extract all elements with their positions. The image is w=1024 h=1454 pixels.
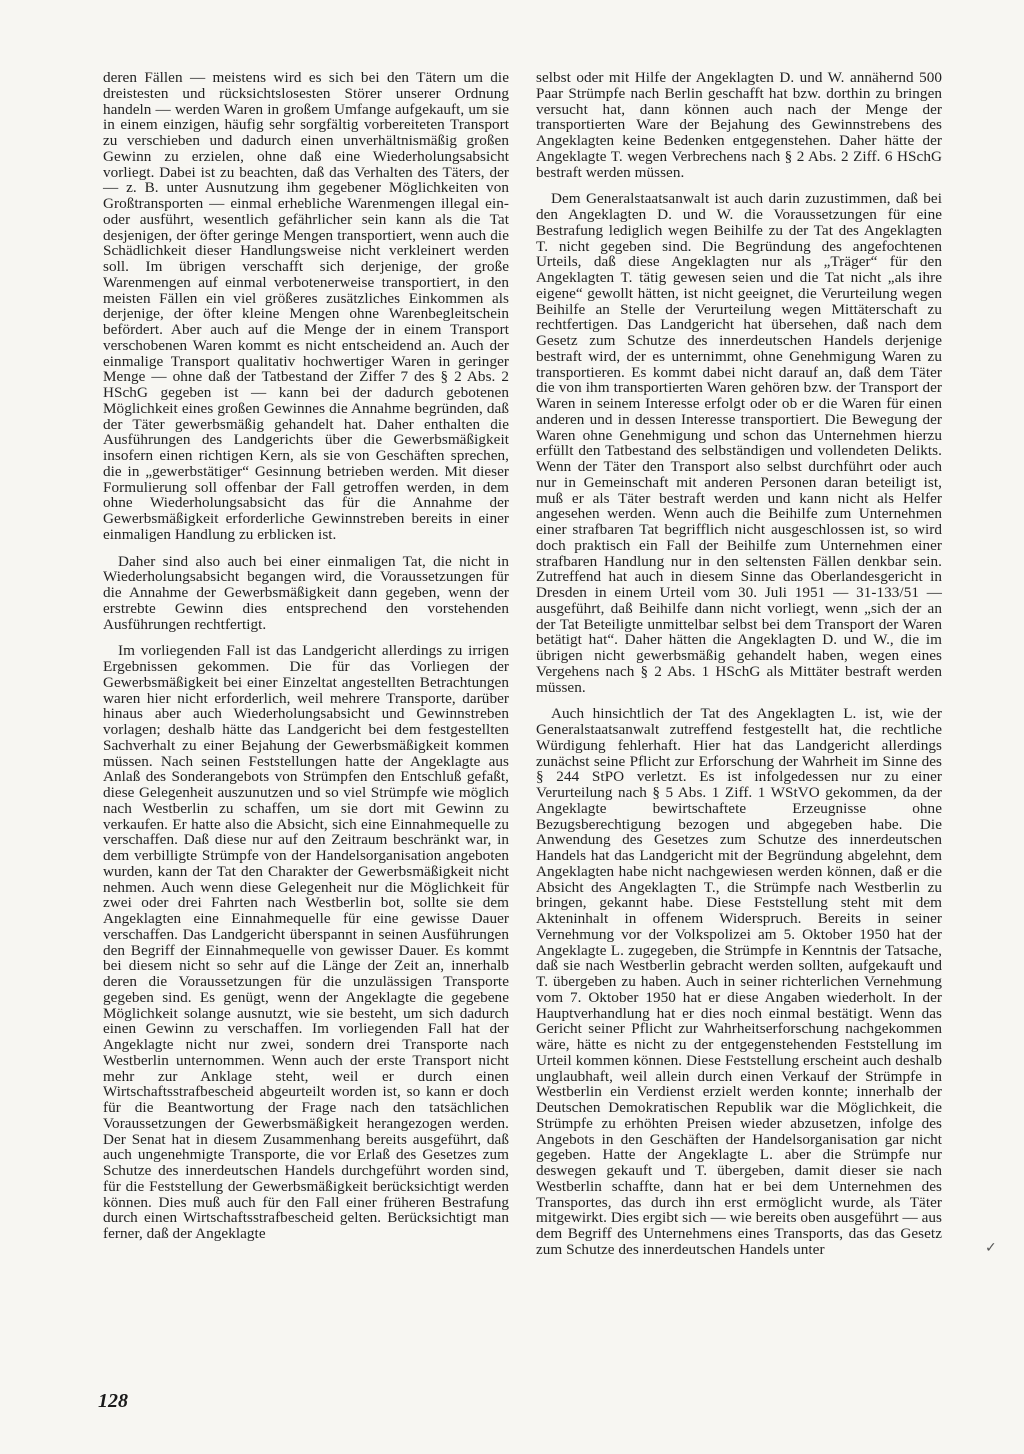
paragraph: deren Fällen — meistens wird es sich bei den Tätern um die dreistesten und rücksichtslosesten Störer unserer Ordnung handeln — werden Waren in großem Umfange aufgekauft, um sie in einem einzigen, häufig sehr sorgfältig vorbereiteten Transport zu verschieben und dadurch einen unverhältnismäßig großen Gewinn zu erzielen, ohne daß eine Wiederholungsabsicht vorliegt. Dabei ist zu beachten, daß das Verhalten des Täters, der — z. B. unter Ausnutzung ihm gegebener Möglichkeiten von Großtransporten — einmal erhebliche Warenmengen illegal ein- oder ausführt, wesentlich gefährlicher sein kann als die Tat desjenigen, der öfter geringe Mengen transportiert, wenn auch die Schädlichkeit dieser Handlungsweise nicht verkleinert werden soll. Im übrigen verschafft sich derjenige, der große Warenmengen auf einmal verbotenerweise transportiert, in den meisten Fällen ein viel größeres zusätzliches Einkommen als derjenige, der öfter kleine Mengen ohne Warenbegleitschein befördert. Aber auch auf die Menge der in einem Transport verschobenen Waren kommt es nicht entscheidend an. Auch der einmalige Transport qualitativ hochwertiger Waren in geringer Menge — ohne daß der Tatbestand der Ziffer 7 des § 2 Abs. 2 HSchG gegeben ist — kann bei der dadurch gebotenen Möglichkeit eines großen Gewinnes die Annahme begründen, daß der Täter gewerbsmäßig gehandelt hat. Daher enthalten die Ausführungen des Landgerichts über die Gewerbsmäßigkeit insofern einen richtigen Kern, als sie von Geschäften sprechen, die in „gewerbstätiger“ Gesinnung betrieben werden. Mit dieser Formulierung soll offenbar der Fall getroffen werden, in dem ohne Wiederholungsabsicht das für die Annahme der Gewerbsmäßigkeit erforderliche Gewinnstreben bereits in einer einmaligen Handlung zu erblicken ist. <box>103 69 509 543</box>
paragraph: Im vorliegenden Fall ist das Landgericht allerdings zu irrigen Ergebnissen gekommen. Die für das Vorliegen der Gewerbsmäßigkeit bei einer Einzeltat angestellten Betrachtungen waren hier nicht erforderlich, weil mehrere Transporte, darüber hinaus aber auch Wiederholungsabsicht und Gewinnstreben vorlagen; deshalb hätte das Landgericht bei dem festgestellten Sachverhalt zu einer Bejahung der Gewerbsmäßigkeit kommen müssen. Nach seinen Feststellungen hatte der Angeklagte aus Anlaß des Sonderangebots von Strümpfen den Entschluß gefaßt, diese Gelegenheit auszunutzen und so viel Strümpfe wie möglich nach Westberlin zu schaffen, um sie dort mit Gewinn zu verkaufen. Er hatte also die Absicht, sich eine Einnahmequelle zu verschaffen. Daß diese nur auf den Zeitraum beschränkt war, in dem verbilligte Strümpfe von der Handelsorganisation angeboten wurden, kann der Tat den Charakter der Gewerbsmäßigkeit nicht nehmen. Auch wenn diese Gelegenheit nur die Möglichkeit für zwei oder drei Fahrten nach Westberlin bot, sollte sie dem Angeklagten eine Einnahmequelle für eine gewisse Dauer verschaffen. Das Landgericht überspannt in seinen Ausführungen den Begriff der Einnahmequelle von gewisser Dauer. Es kommt bei diesem nicht so sehr auf die Länge der Zeit an, innerhalb deren die Voraussetzungen für die unzulässigen Transporte gegeben sind. Es genügt, wenn der Angeklagte die gegebene Möglichkeit solange ausnutzt, wie sie besteht, um sich dadurch einen Gewinn zu verschaffen. Im vorliegenden Fall hat der Angeklagte nicht nur zwei, sondern drei Transporte nach Westberlin unternommen. Wenn auch der erste Transport nicht mehr zur Anklage steht, weil er durch einen Wirtschaftsstrafbescheid abgeurteilt worden ist, so kann er doch für die Beantwortung der Frage nach den tatsächlichen Voraussetzungen der Gewerbsmäßigkeit herangezogen werden. Der Senat hat in diesem Zusammenhang bereits ausgeführt, daß auch ungenehmigte Transporte, die vor Erlaß des Gesetzes zum Schutze des innerdeutschen Handels durchgeführt worden sind, für die Feststellung der Gewerbsmäßigkeit berücksichtigt werden können. Dies muß auch für den Fall einer früheren Bestrafung durch einen Wirtschaftsstrafbescheid gelten. Berücksichtigt man ferner, daß der Angeklagte <box>103 642 509 1242</box>
page-number: 128 <box>98 1390 128 1412</box>
text-column-right <box>536 70 942 1258</box>
paragraph: Daher sind also auch bei einer einmaligen Tat, die nicht in Wiederholungsabsicht begangen wird, die Voraussetzungen für die Annahme der Gewerbsmäßigkeit dann gegeben, wenn der erstrebte Gewinn dies entsprechend den vorstehenden Ausführungen rechtfertigt. <box>103 552 509 633</box>
paragraph: Auch hinsichtlich der Tat des Angeklagten L. ist, wie der Generalstaatsanwalt zutreffend festgestellt hat, die rechtliche Würdigung fehlerhaft. Hier hat das Landgericht allerdings zunächst seine Pflicht zur Erforschung der Wahrheit im Sinne des § 244 StPO verletzt. Es ist infolgedessen nur zu einer Verurteilung nach § 5 Abs. 1 Ziff. 1 WStVO gekommen, da der Angeklagte bewirtschaftete Erzeugnisse ohne Bezugsberechtigung bezogen und abgegeben habe. Die Anwendung des Gesetzes zum Schutze des innerdeutschen Handels hat das Landgericht mit der Begründung abgelehnt, dem Angeklagten habe nicht nachgewiesen werden können, daß er die Absicht des Angeklagten T., die Strümpfe nach Westberlin zu bringen, gekannt habe. Diese Feststellung steht mit dem Akteninhalt in offenem Widerspruch. Bereits in seiner Vernehmung vor der Volkspolizei am 5. Oktober 1950 hat der Angeklagte L. zugegeben, die Strümpfe in Kenntnis der Tatsache, daß sie nach Westberlin gebracht werden sollten, aufgekauft und T. übergeben zu haben. Auch in seiner richterlichen Vernehmung vom 7. Oktober 1950 hat er diese Angaben wiederholt. In der Hauptverhandlung hat er dies noch einmal bestätigt. Wenn das Gericht seiner Pflicht zur Wahrheitserforschung nachgekommen wäre, hätte es nicht zu der entgegenstehenden Feststellung im Urteil kommen können. Diese Feststellung erscheint auch deshalb unglaubhaft, weil allein durch einen Verkauf der Strümpfe in Westberlin ein Verdienst erzielt werden konnte; innerhalb der Deutschen Demokratischen Republik war die Möglichkeit, die Strümpfe zu erhöhten Preisen wieder abzusetzen, infolge des Angebots in den Geschäften der Handelsorganisation gar nicht gegeben. Hatte der Angeklagte L. aber die Strümpfe nur deswegen gekauft und T. übergeben, damit dieser sie nach Westberlin schaffte, dann hat er bei dem Unternehmen des Transportes, das durch ihn erst ermöglicht wurde, als Täter mitgewirkt. Dies ergibt sich — wie bereits oben ausgeführt — aus dem Begriff des Unternehmens eines Transports, das das Gesetz zum Schutze des innerdeutschen Handels unter <box>536 705 942 1258</box>
margin-check-mark: ✓ <box>985 1240 997 1256</box>
paragraph: Dem Generalstaatsanwalt ist auch darin zuzustimmen, daß bei den Angeklagten D. und W. die Voraussetzungen für eine Bestrafung lediglich wegen Beihilfe zu der Tat des Angeklagten T. nicht gegeben sind. Die Begründung des angefochtenen Urteils, daß diese Angeklagten nur als „Träger“ für den Angeklagten T. tätig gewesen seien und die Tat nicht „als ihre eigene“ gewollt hätten, ist nicht geeignet, die Verurteilung wegen Beihilfe an Stelle der Verurteilung wegen Mittäterschaft zu rechtfertigen. Das Landgericht hat übersehen, daß nach dem Gesetz zum Schutze des innerdeutschen Handels derjenige bestraft wird, der es unternimmt, ohne Genehmigung Waren zu transportieren. Es kommt dabei nicht darauf an, daß dem Täter die von ihm transportierten Waren gehören bzw. der Transport der Waren in seinem Interesse erfolgt oder ob er die Waren für einen anderen und in dessen Interesse transportiert. Die Bewegung der Waren ohne Genehmigung und schon das Unternehmen hierzu erfüllt den Tatbestand des selbständigen und vollendeten Delikts. Wenn der Täter den Transport also selbst durchführt oder auch nur in Gemeinschaft mit anderen Personen daran beteiligt ist, muß er als Täter bestraft werden und kann nicht als Helfer angesehen werden. Wenn auch die Beihilfe zum Unternehmen einer strafbaren Tat begrifflich nicht ausgeschlossen ist, so wird doch praktisch ein Fall der Beihilfe zum Unternehmen einer strafbaren Handlung nur in den seltensten Fällen denkbar sein. Zutreffend hat auch in diesem Sinne das Oberlandesgericht in Dresden in einem Urteil vom 30. Juli 1951 — 31-133/51 — ausgeführt, daß Beihilfe dann nicht vorliegt, wenn „sich der an der Tat Beteiligte unmittelbar selbst bei dem Transport der Waren betätigt hat“. Daher hätten die Angeklagten D. und W., die im übrigen nicht gewerbsmäßig gehandelt haben, wegen eines Vergehens nach § 2 Abs. 1 HSchG als Mittäter bestraft werden müssen. <box>536 190 942 696</box>
paragraph: selbst oder mit Hilfe der Angeklagten D. und W. annähernd 500 Paar Strümpfe nach Berlin geschafft hat bzw. dorthin zu bringen versucht hat, dann können auch nach der Menge der transportierten Ware der Bejahung des Gewinnstrebens des Angeklagten keine Bedenken entgegenstehen. Daher hätte der Angeklagte T. wegen Verbrechens nach § 2 Abs. 2 Ziff. 6 HSchG bestraft werden müssen. <box>536 69 942 181</box>
text-column-left <box>103 70 509 1242</box>
